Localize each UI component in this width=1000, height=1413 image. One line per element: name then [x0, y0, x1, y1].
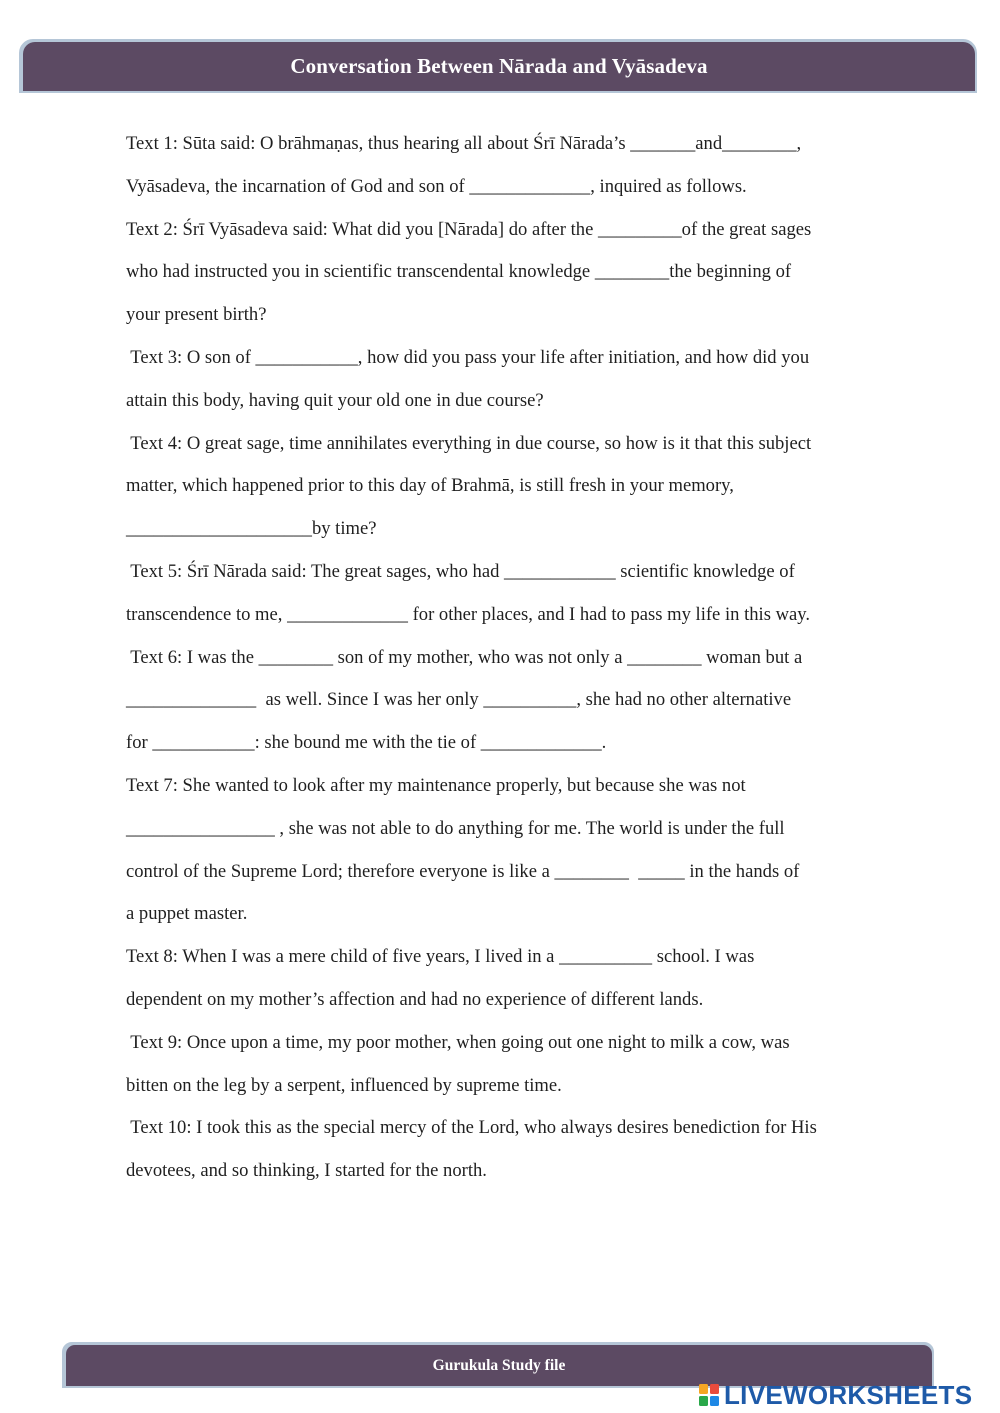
- brand-wordmark: LIVEWORKSHEETS: [724, 1379, 973, 1410]
- liveworksheets-brand[interactable]: [698, 1381, 972, 1409]
- worksheet-line: Text 8: When I was a mere child of five years, I lived in a __________ school. I was: [126, 946, 755, 968]
- worksheet-line: Vyāsadeva, the incarnation of God and son of _____________, inquired as follows.: [126, 175, 747, 197]
- worksheet-line: ________________ , she was not able to do anything for me. The world is under the full: [126, 817, 785, 839]
- worksheet-line: Text 2: Śrī Vyāsadeva said: What did you [Nārada] do after the _________of the great sages: [126, 218, 812, 240]
- worksheet-line: dependent on my mother’s affection and had no experience of different lands.: [126, 988, 704, 1010]
- worksheet-line: Text 3: O son of ___________, how did you pass your life after initiation, and how did you: [126, 346, 810, 368]
- worksheet-line: bitten on the leg by a serpent, influenced by supreme time.: [126, 1074, 562, 1096]
- worksheet-line: Text 4: O great sage, time annihilates everything in due course, so how is it that this subject: [126, 432, 812, 454]
- liveworksheets-logo-icon: [698, 1383, 720, 1407]
- worksheet-line: attain this body, having quit your old one in due course?: [126, 389, 544, 411]
- worksheet-line: Text 7: She wanted to look after my maintenance properly, but because she was not: [126, 774, 746, 796]
- worksheet-line: ____________________by time?: [126, 518, 377, 540]
- worksheet-line: devotees, and so thinking, I started for the north.: [126, 1160, 487, 1182]
- footer-label: Gurukula Study file: [432, 1356, 566, 1374]
- worksheet-line: Text 5: Śrī Nārada said: The great sages, who had ____________ scientific knowledge of: [126, 560, 795, 582]
- worksheet-line: Text 9: Once upon a time, my poor mother, when going out one night to milk a cow, was: [126, 1031, 790, 1053]
- worksheet-line: control of the Supreme Lord; therefore everyone is like a ________ _____ in the hands of: [126, 860, 800, 882]
- worksheet-line: a puppet master.: [126, 903, 248, 925]
- worksheet-line: who had instructed you in scientific transcendental knowledge ________the beginning of: [126, 261, 792, 283]
- worksheet-line: Text 1: Sūta said: O brāhmaṇas, thus hearing all about Śrī Nārada’s _______and________,: [126, 133, 802, 154]
- worksheet-line: Text 10: I took this as the special mercy of the Lord, who always desires benediction for His: [126, 1117, 817, 1139]
- worksheet-body: [126, 123, 886, 1193]
- page-title: Conversation Between Nārada and Vyāsadeva: [290, 54, 708, 78]
- worksheet-line: transcendence to me, _____________ for other places, and I had to pass my life in this way.: [126, 603, 811, 625]
- worksheet-line: your present birth?: [126, 304, 267, 326]
- worksheet-line: Text 6: I was the ________ son of my mother, who was not only a ________ woman but a: [126, 646, 803, 668]
- worksheet-line: ______________ as well. Since I was her only __________, she had no other alternative: [126, 689, 792, 711]
- worksheet-line: for ___________: she bound me with the tie of _____________.: [126, 732, 607, 754]
- worksheet-line: matter, which happened prior to this day of Brahmā, is still fresh in your memory,: [126, 475, 734, 497]
- header-banner: [23, 42, 975, 91]
